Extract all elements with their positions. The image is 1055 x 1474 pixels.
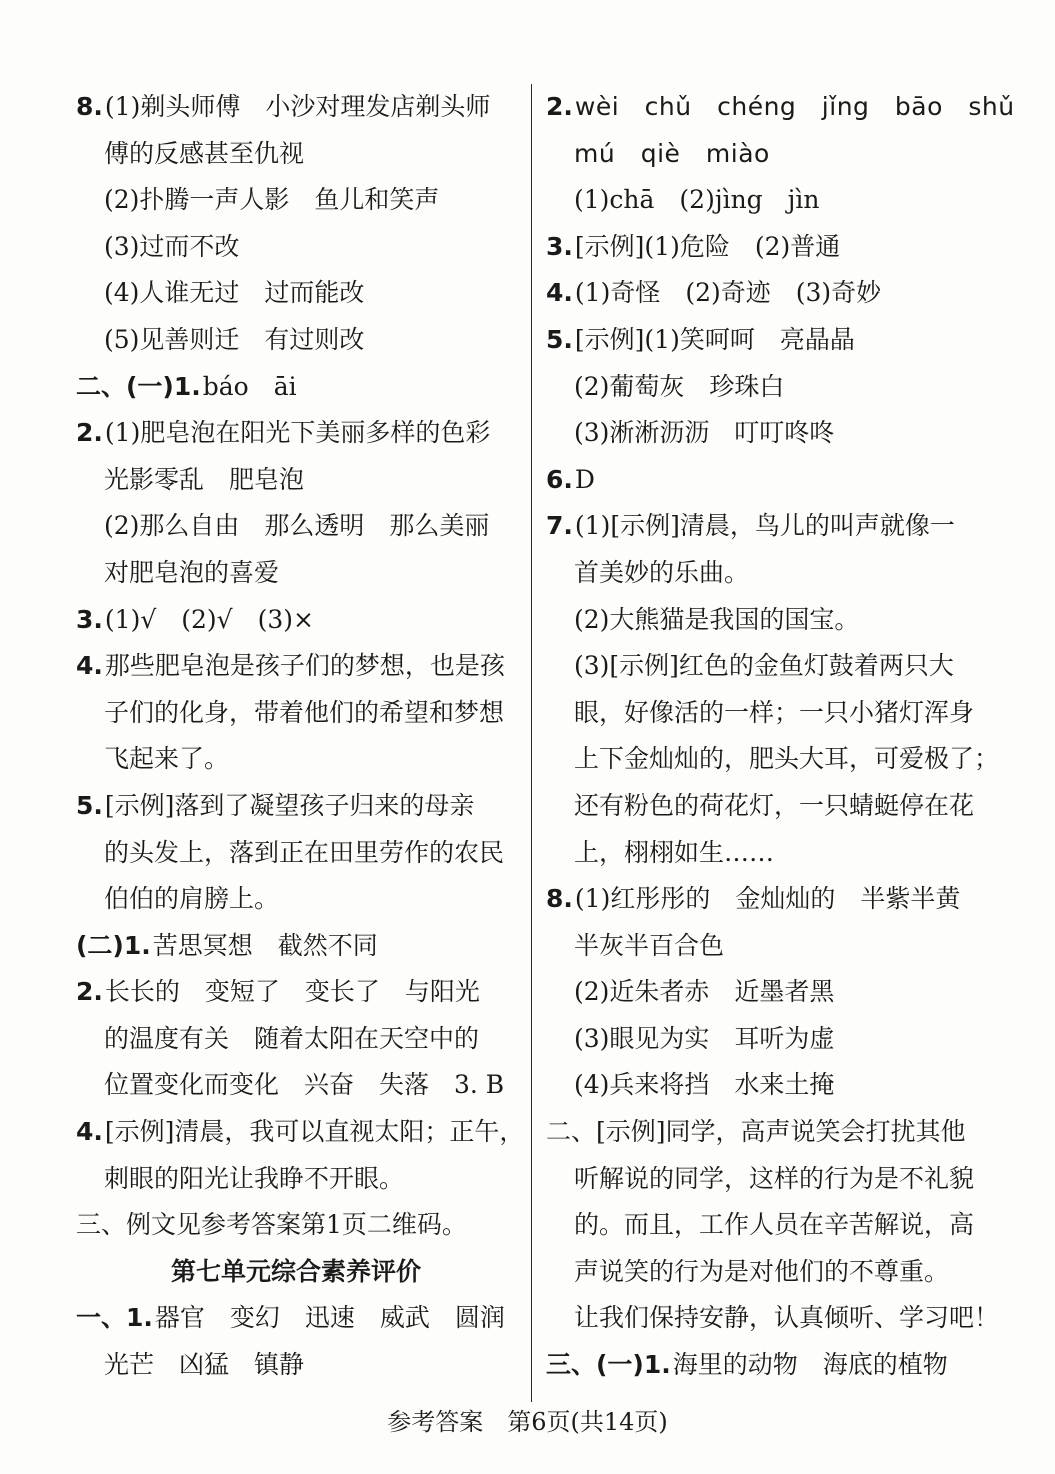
question-number: 3. — [76, 604, 103, 634]
answer-line — [76, 131, 516, 178]
right-column — [546, 84, 1015, 1389]
answer-line — [76, 503, 516, 550]
answer-text: 子们的化身，带着他们的希望和梦想 — [104, 697, 505, 727]
question-number: 5. — [546, 324, 573, 354]
answer-text: (1)chā (2)jìng jìn — [574, 185, 820, 215]
answer-text: (3)淅淅沥沥 叮叮咚咚 — [574, 418, 835, 448]
question-number: 4. — [76, 1117, 103, 1147]
answer-line — [76, 457, 516, 504]
answer-line — [546, 1249, 986, 1296]
question-number: 二、(一)1. — [76, 371, 201, 401]
answer-line — [546, 550, 986, 597]
answer-text: 首美妙的乐曲。 — [574, 557, 750, 587]
question-number: 三、(一)1. — [546, 1350, 671, 1380]
question-number: 4. — [76, 651, 103, 681]
question-number: 2. — [546, 92, 573, 121]
answer-text: 光芒 凶猛 镇静 — [104, 1350, 305, 1380]
answer-text: 苦思冥想 截然不同 — [152, 930, 378, 960]
answer-text: 眼，好像活的一样；一只小猪灯浑身 — [574, 697, 975, 727]
answer-line — [76, 317, 516, 364]
answer-line — [546, 876, 986, 923]
answer-line — [546, 1156, 986, 1203]
answer-text: [示例]落到了凝望孩子归来的母亲 — [104, 790, 475, 820]
answer-line — [546, 923, 986, 970]
answer-text: 光影零乱 肥皂泡 — [104, 464, 305, 494]
answer-text: 的。而且，工作人员在辛苦解说，高 — [574, 1210, 975, 1240]
answer-line — [546, 410, 986, 457]
answer-text: (1)[示例]清晨，鸟儿的叫声就像一 — [574, 511, 955, 541]
question-number: 2. — [76, 977, 103, 1007]
answer-text: (5)见善则迁 有过则改 — [104, 324, 365, 354]
answer-text: [示例](1)危险 (2)普通 — [574, 231, 841, 261]
answer-text: (1)奇怪 (2)奇迹 (3)奇妙 — [574, 278, 882, 308]
answer-text: (2)那么自由 那么透明 那么美丽 — [104, 511, 490, 541]
answer-line — [546, 131, 986, 178]
answer-text: 那些肥皂泡是孩子们的梦想，也是孩 — [104, 651, 505, 681]
question-number: 一、1. — [76, 1303, 153, 1333]
answer-line — [546, 643, 986, 690]
answer-text: (4)兵来将挡 水来土掩 — [574, 1070, 835, 1100]
answer-text: 器官 变幻 迅速 威武 圆润 — [154, 1303, 505, 1333]
answer-text: 上，栩栩如生…… — [574, 837, 775, 867]
answer-text: 位置变化而变化 兴奋 失落 3. B — [104, 1070, 505, 1100]
answer-line — [76, 1295, 516, 1342]
answer-line — [546, 270, 986, 317]
answer-line — [76, 364, 516, 411]
answer-line — [546, 1342, 986, 1389]
answer-line — [76, 1202, 516, 1249]
answer-line — [546, 969, 986, 1016]
answer-text: (2)葡萄灰 珍珠白 — [574, 371, 785, 401]
answer-line — [76, 923, 516, 970]
question-number: 4. — [546, 278, 573, 308]
answer-line — [76, 736, 516, 783]
answer-line — [76, 783, 516, 830]
answer-line — [76, 1156, 516, 1203]
answer-text: (3)[示例]红色的金鱼灯鼓着两只大 — [574, 651, 954, 681]
answer-line — [76, 643, 516, 690]
answer-text: 海里的动物 海底的植物 — [672, 1350, 948, 1380]
answer-text: 听解说的同学，这样的行为是不礼貌 — [574, 1163, 975, 1193]
answer-line — [546, 457, 986, 504]
answer-text: wèi chǔ chéng jǐng bāo shǔ — [574, 92, 1015, 121]
answer-line — [546, 84, 1015, 131]
answer-line — [76, 177, 516, 224]
answer-line — [76, 550, 516, 597]
answer-text: (1)√ (2)√ (3)× — [104, 604, 314, 634]
answer-line — [546, 1295, 1000, 1342]
answer-text: 伯伯的肩膀上。 — [104, 884, 280, 914]
answer-text: (1)红彤彤的 金灿灿的 半紫半黄 — [574, 884, 961, 914]
answer-line — [546, 736, 1000, 783]
question-number: (二)1. — [76, 930, 151, 960]
answer-text: (3)眼见为实 耳听为虚 — [574, 1023, 835, 1053]
answer-text: [示例]清晨，我可以直视太阳；正午， — [104, 1117, 525, 1147]
question-number: 5. — [76, 790, 103, 820]
answer-text: 傅的反感甚至仇视 — [104, 138, 305, 168]
answer-line — [76, 224, 516, 271]
answer-text: 刺眼的阳光让我睁不开眼。 — [104, 1163, 405, 1193]
answer-text: [示例](1)笑呵呵 亮晶晶 — [574, 324, 855, 354]
answer-line — [76, 830, 516, 877]
answer-line — [76, 969, 516, 1016]
answer-text: 上下金灿灿的，肥头大耳，可爱极了； — [574, 744, 1000, 774]
answer-text: 声说笑的行为是对他们的不尊重。 — [574, 1256, 950, 1286]
answer-line — [546, 1202, 986, 1249]
answer-text: 的温度有关 随着太阳在天空中的 — [104, 1023, 480, 1053]
answer-line — [76, 410, 516, 457]
answer-line — [546, 364, 986, 411]
answer-text: 的头发上，落到正在田里劳作的农民 — [104, 837, 505, 867]
answer-text: báo āi — [202, 371, 297, 401]
section-heading — [76, 1249, 516, 1296]
answer-text: 对肥皂泡的喜爱 — [104, 557, 280, 587]
page-footer: 参考答案 第6页(共14页) — [387, 1408, 668, 1436]
question-number: 2. — [76, 418, 103, 448]
answer-line — [546, 830, 986, 877]
answer-line — [546, 783, 986, 830]
answer-text: (1)肥皂泡在阳光下美丽多样的色彩 — [104, 418, 491, 448]
answer-line — [546, 690, 986, 737]
answer-text: 飞起来了。 — [104, 744, 230, 774]
answer-text: D — [574, 464, 595, 494]
column-divider — [531, 84, 532, 1402]
answer-text: 二、[示例]同学，高声说笑会打扰其他 — [546, 1117, 966, 1147]
answer-text: 三、例文见参考答案第1页二维码。 — [76, 1210, 467, 1240]
answer-text: (2)近朱者赤 近墨者黑 — [574, 977, 835, 1007]
answer-text: 半灰半百合色 — [574, 930, 725, 960]
answer-text: 第七单元综合素养评价 — [170, 1256, 421, 1286]
answer-text: (3)过而不改 — [104, 231, 240, 261]
answer-line — [76, 270, 516, 317]
question-number: 7. — [546, 511, 573, 541]
answer-line — [76, 1062, 516, 1109]
answer-line — [546, 597, 986, 644]
left-column — [76, 84, 525, 1389]
answer-text: mú qiè miào — [574, 138, 770, 168]
answer-line — [546, 1062, 986, 1109]
question-number: 6. — [546, 464, 573, 494]
answer-line — [546, 503, 986, 550]
answer-line — [76, 1342, 516, 1389]
answer-text: (1)剃头师傅 小沙对理发店剃头师 — [104, 92, 491, 121]
answer-line — [546, 177, 986, 224]
answer-line — [76, 84, 516, 131]
answer-text: (4)人谁无过 过而能改 — [104, 278, 365, 308]
answer-line — [546, 224, 986, 271]
answer-text: (2)大熊猫是我国的国宝。 — [574, 604, 860, 634]
answer-line — [546, 1016, 986, 1063]
answer-text: (2)扑腾一声人影 鱼儿和笑声 — [104, 185, 440, 215]
answer-line — [546, 1109, 986, 1156]
question-number: 8. — [76, 92, 103, 121]
answer-line — [76, 1109, 525, 1156]
answer-line — [76, 597, 516, 644]
answer-text: 让我们保持安静，认真倾听、学习吧！ — [574, 1303, 1000, 1333]
answer-line — [76, 1016, 516, 1063]
answer-line — [546, 317, 986, 364]
question-number: 3. — [546, 231, 573, 261]
answer-text: 长长的 变短了 变长了 与阳光 — [104, 977, 480, 1007]
question-number: 8. — [546, 884, 573, 914]
answer-line — [76, 876, 516, 923]
answer-text: 还有粉色的荷花灯，一只蜻蜓停在花 — [574, 790, 975, 820]
answer-line — [76, 690, 516, 737]
